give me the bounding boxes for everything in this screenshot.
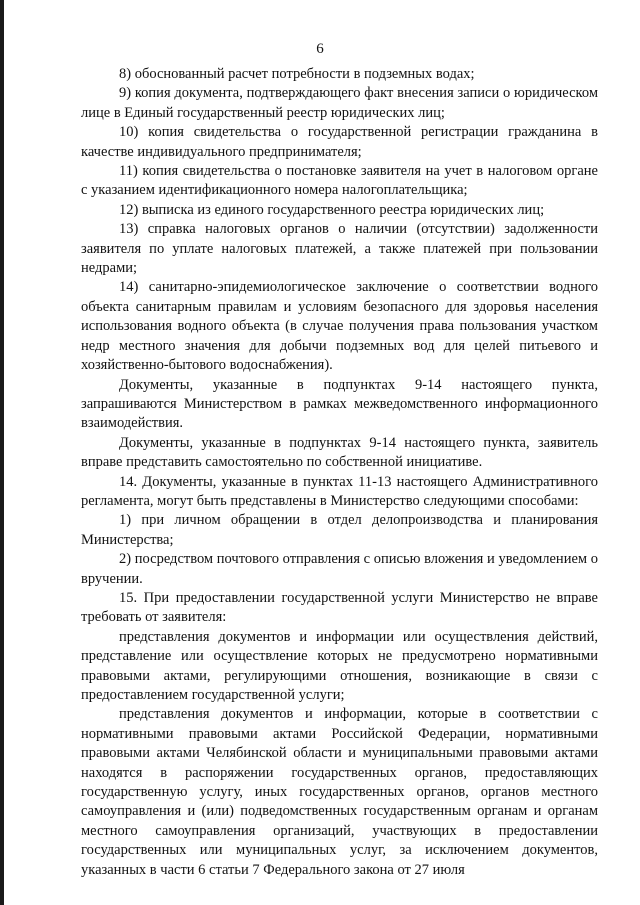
paragraph-own-initiative: Документы, указанные в подпунктах 9-14 настоящего пункта, заявитель вправе представить самостоятельно по собственной инициативе. [81, 434, 598, 471]
paragraph-interagency-request: Документы, указанные в подпунктах 9-14 настоящего пункта, запрашиваются Министерством в рамках межведомственного информационного взаимодействия. [81, 376, 598, 432]
page-number: 6 [316, 41, 324, 57]
document-body [81, 65, 598, 880]
paragraph-method-1: 1) при личном обращении в отдел делопроизводства и планирования Министерства; [81, 512, 598, 548]
paragraph-clause-15: 15. При предоставлении государственной услуги Министерство не вправе требовать от заявителя: [81, 589, 598, 626]
paragraph-item-14: 14) санитарно-эпидемиологическое заключение о соответствии водного объекта санитарным правилам и условиям безопасного для здоровья населения использования водного объекта (в случае получения права пользования участком недр местного значения для добычи подземных вод для целей питьевого и хозяйственно-бытового водоснабжения). [81, 279, 598, 374]
paragraph-item-12: 12) выписка из единого государственного реестра юридических лиц; [119, 201, 545, 218]
paragraph-item-9: 9) копия документа, подтверждающего факт внесения записи о юридическом лице в Единый государственный реестр юридических лиц; [81, 85, 598, 121]
paragraph-prohibition-2: представления документов и информации, которые в соответствии с нормативными правовыми актами Российской Федерации, нормативными правовыми актами Челябинской области и муниципальными правовыми актами находятся в распоряжении государственных органов, предоставляющих государственную услугу, иных государственных органов, органов местного самоуправления и (или) подведомственных государственным органам и органам местного самоуправления организаций, участвующих в предоставлении государственных или муниципальных услуг, за исключением документов, указанных в части 6 статьи 7 Федерального закона от 27 июля [81, 706, 598, 878]
scan-edge-border [0, 0, 4, 905]
paragraph-prohibition-1: представления документов и информации или осуществления действий, представление или осуществление которых не предусмотрено нормативными правовыми актами, регулирующими отношения, возникающие в связи с предоставлением государственной услуги; [81, 628, 598, 703]
paragraph-item-8: 8) обоснованный расчет потребности в подземных водах; [119, 66, 475, 82]
paragraph-method-2: 2) посредством почтового отправления с описью вложения и уведомлением о вручении. [81, 551, 598, 587]
paragraph-item-11: 11) копия свидетельства о постановке заявителя на учет в налоговом органе с указанием идентификационного номера налогоплательщика; [81, 163, 598, 199]
paragraph-clause-14: 14. Документы, указанные в пунктах 11-13 настоящего Административного регламента, могут быть представлены в Министерство следующими способами: [81, 473, 598, 509]
paragraph-item-10: 10) копия свидетельства о государственной регистрации гражданина в качестве индивидуального предпринимателя; [81, 124, 598, 160]
paragraph-item-13: 13) справка налоговых органов о наличии (отсутствии) задолженности заявителя по уплате налоговых платежей, а также платежей при пользовании недрами; [81, 221, 598, 277]
